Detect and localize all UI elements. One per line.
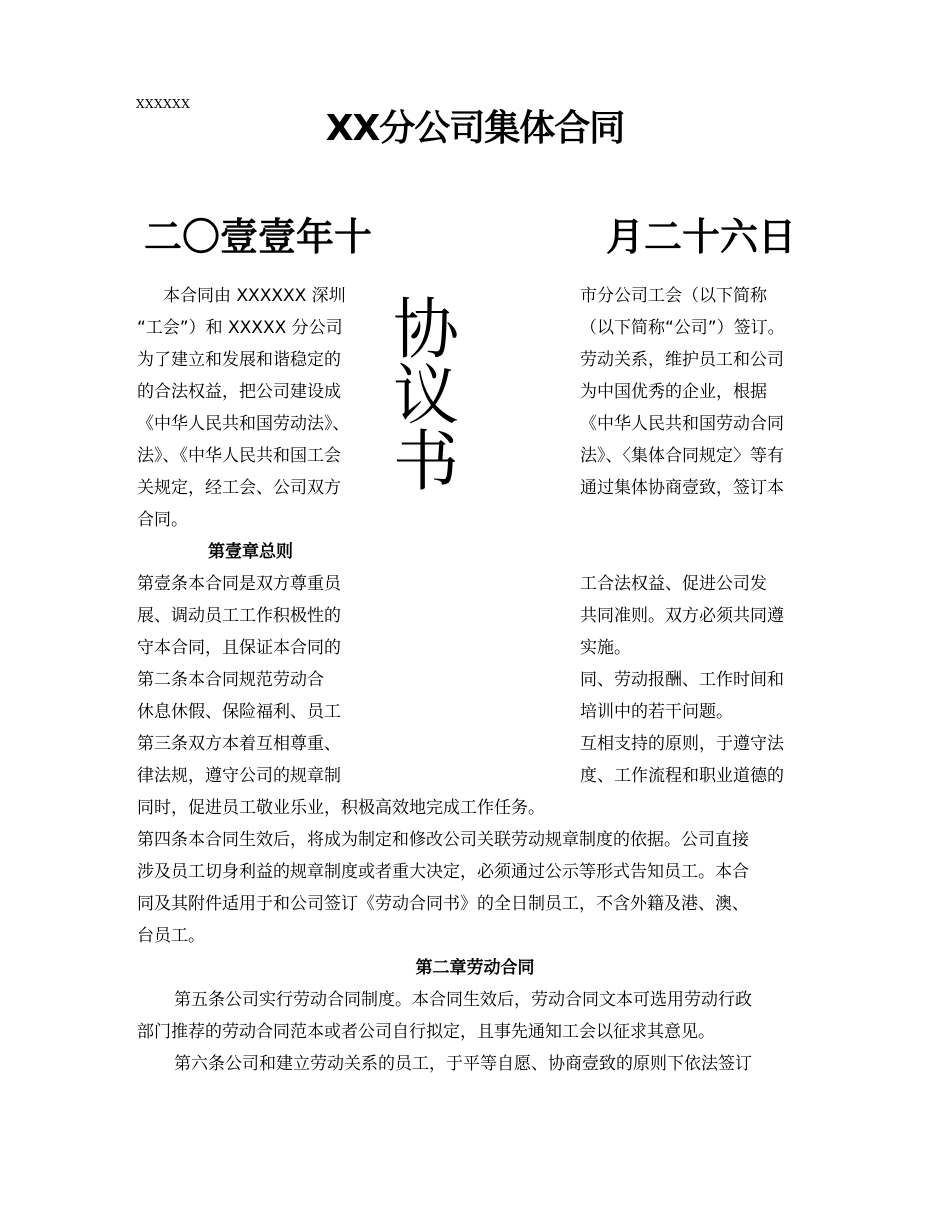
article-left-line: 第三条双方本着互相尊重、 xyxy=(137,734,341,754)
intro-left-line: 法》、《中华人民共和国工会 xyxy=(137,446,341,466)
date-left: 二〇壹壹年十 xyxy=(144,215,373,259)
intro-right-line: 法》、〈集体合同规定〉等有 xyxy=(580,446,784,466)
article-left-line: 休息休假、保险福利、员工 xyxy=(137,702,341,722)
intro-right-line: （以下简称“公司”）签订。 xyxy=(580,318,785,338)
intro-left-line: 合同。 xyxy=(137,510,188,530)
intro-left-line: 《中华人民共和国劳动法》、 xyxy=(137,414,350,434)
article-left-line: 第二条本合同规范劳动合 xyxy=(137,670,324,690)
side-title-char: 议 xyxy=(393,357,459,434)
article-left-line: 展、调动员工工作积极性的 xyxy=(137,606,341,626)
chapter-heading: 第二章劳动合同 xyxy=(415,958,535,978)
article-left-line: 律法规，遵守公司的规章制 xyxy=(137,766,341,786)
intro-right-line: 市分公司工会（以下简称 xyxy=(580,286,767,306)
article-4-line: 涉及员工切身利益的规章制度或者重大决定，必须通过公示等形式告知员工。本合 xyxy=(137,862,749,882)
article-right-line: 培训中的若干问题。 xyxy=(580,702,733,722)
article-6-line: 第六条公司和建立劳动关系的员工，于平等自愿、协商壹致的原则下依法签订 xyxy=(174,1054,752,1074)
document-code: XXXXXX xyxy=(136,97,191,111)
side-title-char: 书 xyxy=(393,423,459,500)
document-title: XX分公司集体合同 xyxy=(325,108,625,149)
intro-right-line: 通过集体协商壹致，签订本 xyxy=(580,478,784,498)
article-left-line: 守本合同，且保证本合同的 xyxy=(137,638,341,658)
intro-right-line: 为中国优秀的企业，根据 xyxy=(580,382,767,402)
date-right: 月二十六日 xyxy=(606,215,797,259)
intro-left-line: 的合法权益，把公司建设成 xyxy=(137,382,341,402)
chapter-heading: 第壹章总则 xyxy=(208,542,293,562)
side-title-char: 协 xyxy=(393,291,459,368)
article-right-line: 实施。 xyxy=(580,638,631,658)
intro-left-line: “工会”）和 XXXXX 分公司 xyxy=(137,318,343,338)
intro-left-line: 为了建立和发展和谐稳定的 xyxy=(137,350,341,370)
article-5-line: 部门推荐的劳动合同范本或者公司自行拟定，且事先通知工会以征求其意见。 xyxy=(137,1022,715,1042)
article-4-line: 同及其附件适用于和公司签订《劳动合同书》的全日制员工，不含外籍及港、澳、 xyxy=(137,894,749,914)
article-right-line: 度、工作流程和职业道德的 xyxy=(580,766,784,786)
article-3-continuation: 同时，促进员工敬业乐业，积极高效地完成工作任务。 xyxy=(137,798,545,818)
intro-right-line: 《中华人民共和国劳动合同 xyxy=(580,414,784,434)
article-right-line: 工合法权益、促进公司发 xyxy=(580,574,767,594)
article-4-line: 第四条本合同生效后，将成为制定和修改公司关联劳动规章制度的依据。公司直接 xyxy=(137,830,749,850)
article-left-line: 第壹条本合同是双方尊重员 xyxy=(137,574,341,594)
article-right-line: 互相支持的原则，于遵守法 xyxy=(580,734,784,754)
article-4-line: 台员工。 xyxy=(137,926,205,946)
article-right-line: 共同准则。双方必须共同遵 xyxy=(580,606,784,626)
intro-left-line: 本合同由 XXXXXX 深圳 xyxy=(163,286,346,306)
intro-left-line: 关规定，经工会、公司双方 xyxy=(137,478,341,498)
article-right-line: 同、劳动报酬、工作时间和 xyxy=(580,670,784,690)
intro-right-line: 劳动关系，维护员工和公司 xyxy=(580,350,784,370)
article-5-line: 第五条公司实行劳动合同制度。本合同生效后，劳动合同文本可选用劳动行政 xyxy=(174,990,752,1010)
